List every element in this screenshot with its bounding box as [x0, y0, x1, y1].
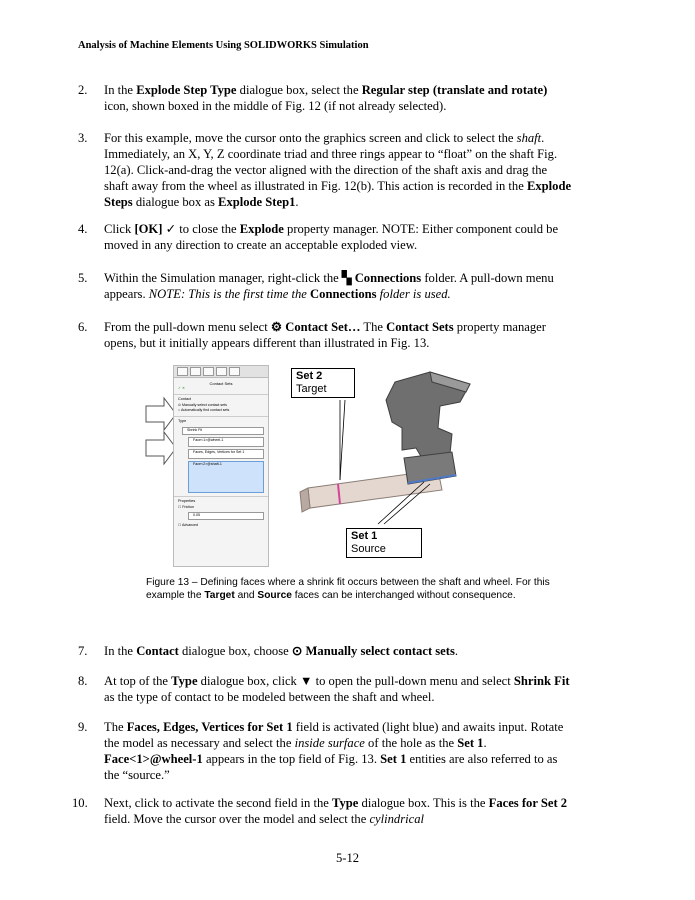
callout-arrow-type — [146, 432, 176, 464]
pm-set1-face[interactable]: Face<1>@wheel-1 — [188, 437, 264, 447]
step-9 — [78, 719, 574, 783]
pm-friction-label: Friction — [182, 505, 195, 509]
step-text: At top of the Type dialogue box, click ▼ to open the pull-down menu and select Shrink Fit as the type of contact to be modeled between the shaft and wheel. — [104, 674, 570, 704]
step-number: 7. — [78, 644, 88, 658]
pm-option-manual[interactable]: ⊙ Manually select contact sets — [178, 403, 227, 407]
step-6 — [78, 319, 574, 351]
pm-type-section: Type — [174, 416, 268, 425]
set1-subtitle: Source — [351, 543, 386, 555]
step-text: In the Explode Step Type dialogue box, select the Regular step (translate and rotate) icon, shown boxed in the middle of Fig. 12 (if not already selected). — [104, 83, 548, 113]
step-text: From the pull-down menu select ⚙ Contact Set… The Contact Sets property manager opens, but it initially appears different than illustrated in Fig. 13. — [104, 320, 546, 350]
set2-subtitle: Target — [296, 383, 327, 395]
step-text: For this example, move the cursor onto the graphics screen and click to select the shaft. Immediately, an X, Y, Z coordinate triad and three rings appear to “float” on the shaft Fig. 12(a). Click-and-drag the vector aligned with the direction of the shaft axis and drag the shaft away from the wheel as illustrated in Fig. 12(b). This action is recorded in the Explode Steps dialogue box as Explode Step1. — [104, 131, 572, 209]
step-text: Within the Simulation manager, right-click the ▚ Connections folder. A pull-down menu appears. NOTE: This is the first time the Connections folder is used. — [104, 271, 554, 301]
pm-option-auto[interactable]: ○ Automatically find contact sets — [178, 408, 230, 412]
pm-title: Contact Sets — [209, 381, 233, 386]
step-number: 2. — [78, 83, 88, 97]
set1-title: Set 1 — [351, 530, 378, 542]
step-text: Next, click to activate the second field in the Type dialogue box. This is the Faces for Set 2 field. Move the cursor over the model and select the cylindrical — [104, 796, 568, 826]
step-10 — [72, 795, 574, 827]
pm-advanced[interactable]: ☐ Advanced — [178, 523, 199, 527]
set2-label-box — [291, 368, 355, 398]
page-number: 5-12 — [335, 851, 360, 865]
step-4 — [78, 221, 574, 253]
pm-advanced-label: Advanced — [182, 523, 199, 527]
step-text: The Faces, Edges, Vertices for Set 1 field is activated (light blue) and awaits input. Rotate the model as necessary and select the inside surface of the hole as the Set 1. Face<1>@wheel-1 appears in the top field of Fig. 13. Set 1 entities are also referred to as the “source.” — [104, 720, 564, 782]
step-8 — [78, 673, 574, 705]
pm-friction-value[interactable]: 0.05 — [188, 512, 264, 520]
step-number: 8. — [78, 674, 88, 688]
step-2 — [78, 82, 574, 114]
pm-type-dropdown[interactable]: Shrink Fit — [182, 427, 264, 435]
step-number: 9. — [78, 720, 88, 734]
figure-caption: Figure 13 – Defining faces where a shrink fit occurs between the shaft and wheel. For this example the Target and Source faces can be interchanged without consequence. — [146, 577, 550, 601]
pm-ok-cancel[interactable]: ✓ ✕ — [178, 386, 186, 390]
step-3 — [78, 130, 574, 210]
running-header: Analysis of Machine Elements Using SOLIDWORKS Simulation — [78, 40, 369, 51]
step-5 — [78, 270, 574, 302]
step-number: 3. — [78, 131, 88, 145]
step-text: Click [OK] ✓ to close the Explode property manager. NOTE: Either component could be moved in any direction to create an acceptable exploded view. — [104, 222, 559, 252]
step-7 — [78, 643, 574, 659]
pm-option-auto-label: Automatically find contact sets — [180, 408, 230, 412]
pm-toolbar — [174, 366, 268, 378]
set1-label-box — [346, 528, 422, 558]
pm-friction-checkbox[interactable]: ☐ Friction — [178, 505, 195, 509]
figure-13 — [140, 362, 570, 574]
step-number: 10. — [72, 796, 88, 810]
step-text: In the Contact dialogue box, choose ⊙ Manually select contact sets. — [104, 644, 459, 658]
pm-contact-section: Contact — [174, 394, 268, 403]
pm-properties-section: Properties — [174, 496, 268, 505]
pm-option-manual-label: Manually select contact sets — [182, 403, 227, 407]
step-number: 4. — [78, 222, 88, 236]
step-number: 5. — [78, 271, 88, 285]
set2-title: Set 2 — [296, 370, 323, 382]
pm-set2-field[interactable]: Face<2>@shaft-1 — [188, 461, 264, 493]
callout-arrow-contact — [146, 398, 176, 430]
pm-set1-field[interactable]: Faces, Edges, Vertices for Set 1 — [188, 449, 264, 459]
step-number: 6. — [78, 320, 88, 334]
contact-sets-property-manager — [173, 365, 269, 567]
